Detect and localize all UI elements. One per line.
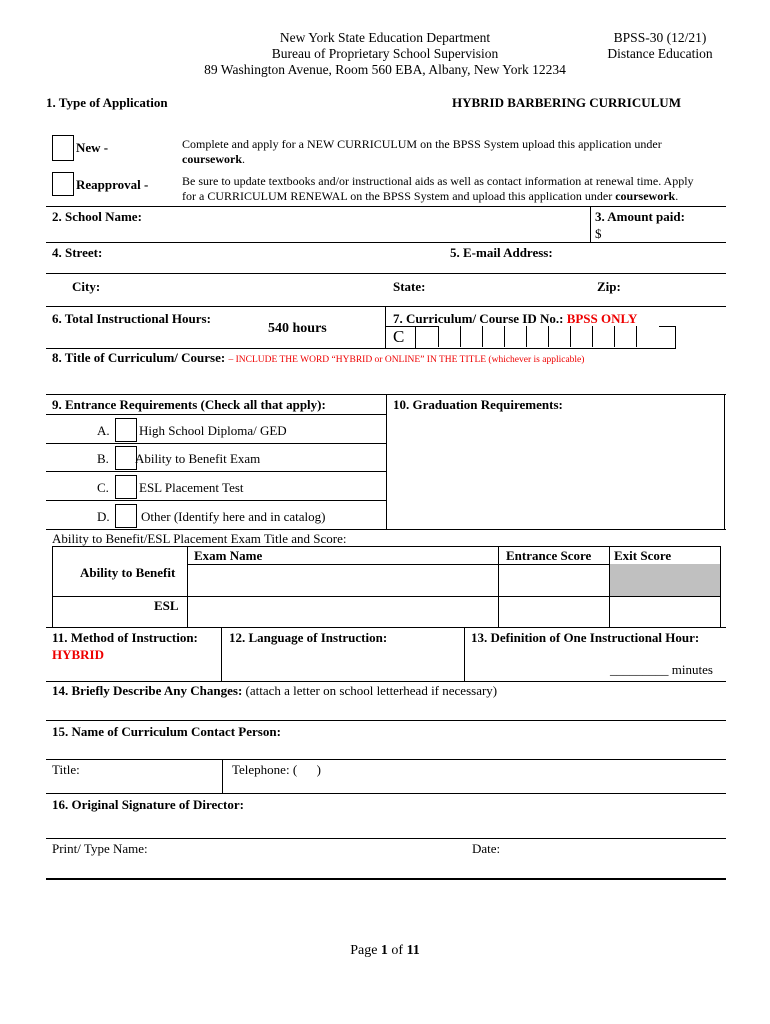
entrance-letter-b: B. [97,451,109,466]
new-desc-coursework: coursework [182,152,242,166]
entrance-checkbox-d[interactable] [115,504,137,528]
language-label: 12. Language of Instruction: [229,630,388,645]
hour-definition-label: 13. Definition of One Instructional Hour: [471,630,700,645]
method-value: HYBRID [52,647,105,662]
entrance-checkbox-c[interactable] [115,475,137,499]
entrance-text-d: Other (Identify here and in catalog) [141,509,326,524]
signature-field[interactable] [260,796,720,836]
reapproval-desc-line-2 [182,189,742,204]
course-id-box-8[interactable] [592,326,615,347]
contact-phone-field[interactable] [340,761,720,791]
exam-caption: Ability to Benefit/ESL Placement Exam Title and Score: [52,531,347,546]
header-form-info [600,30,720,62]
reapproval-checkbox[interactable] [52,172,74,196]
course-id-box-7[interactable] [570,326,593,347]
street-label: 4. Street: [52,245,103,260]
changes-note: (attach a letter on school letterhead if necessary) [242,683,498,698]
email-label: 5. E-mail Address: [450,245,553,260]
reapproval-description [182,174,742,204]
total-hours-value: 540 hours [268,321,327,336]
header-agency [190,30,580,78]
graduation-req-label: 10. Graduation Requirements: [393,397,563,412]
course-id-note: BPSS ONLY [566,311,638,326]
new-description [182,137,742,167]
section-1-label: 1. Type of Application [46,95,168,110]
page-mid: of [387,943,407,958]
page-number [0,943,770,959]
new-desc-line-1: Complete and apply for a NEW CURRICULUM on the BPSS System upload this application under [182,137,662,151]
exam-row-esl-label: ESL [154,598,179,613]
reapproval-label: Reapproval - [76,177,149,192]
reapproval-desc-coursework: coursework [615,189,676,203]
entrance-letter-a: A. [97,423,110,438]
course-id-box-2[interactable] [460,326,483,347]
amount-currency: $ [595,226,602,241]
curriculum-title-note: – INCLUDE THE WORD “HYBRID or ONLINE” IN THE TITLE (whichever is applicable) [228,355,585,365]
course-id-box-10[interactable] [636,326,659,347]
reapproval-desc-text: for a CURRICULUM RENEWAL on the BPSS System and upload this application under [182,189,616,203]
school-name-field[interactable] [170,208,585,238]
header-line-2: Bureau of Proprietary School Supervision [271,46,499,61]
new-checkbox[interactable] [52,135,74,161]
page-prefix: Page [350,943,381,958]
course-id-prefix: C [393,327,405,346]
entrance-text-c: ESL Placement Test [139,480,244,495]
header-line-1: New York State Education Department [279,30,491,45]
amount-paid-label: 3. Amount paid: [595,209,685,224]
hour-definition-minutes[interactable]: _________ minutes [610,662,713,677]
exam-exit-shaded [610,564,720,596]
school-name-label: 2. School Name: [52,209,142,224]
contact-title-label: Title: [52,762,80,777]
reapproval-desc-line-1: Be sure to update textbooks and/or instructional aids as well as contact information at renewal time. Apply [182,174,694,188]
city-label: City: [72,279,101,294]
print-name-label: Print/ Type Name: [52,841,148,856]
exam-atb-name-field[interactable] [190,566,496,594]
course-id-box-6[interactable] [548,326,571,347]
new-label: New - [76,140,109,155]
course-id-box-1[interactable] [438,326,461,347]
print-name-field[interactable] [160,840,460,874]
zip-label: Zip: [597,279,621,294]
page-total: 11 [406,943,420,958]
contact-phone-label: Telephone: ( ) [232,762,321,777]
page-current: 1 [380,943,388,958]
exam-esl-exit-field[interactable] [612,598,718,625]
graduation-req-field[interactable] [390,414,720,526]
language-field[interactable] [229,648,457,676]
contact-title-field[interactable] [85,761,215,791]
course-id-box-3[interactable] [482,326,505,347]
entrance-letter-d: D. [97,509,110,524]
changes-field[interactable] [52,700,722,718]
reapproval-desc-end: . [675,189,679,203]
contact-person-label: 15. Name of Curriculum Contact Person: [52,724,281,739]
exam-col-entrance: Entrance Score [506,548,592,563]
total-hours-label: 6. Total Instructional Hours: [52,311,211,326]
curriculum-title-label: 8. Title of Curriculum/ Course: [52,350,229,365]
amount-paid-field[interactable] [608,225,718,241]
state-label: State: [393,279,426,294]
signature-label: 16. Original Signature of Director: [52,797,244,812]
course-id-box-5[interactable] [526,326,549,347]
entrance-checkbox-a[interactable] [115,418,137,442]
exam-atb-entrance-field[interactable] [502,566,606,594]
date-label: Date: [472,841,501,856]
form-type: Distance Education [607,46,713,61]
course-id-label [393,311,637,327]
method-label: 11. Method of Instruction: [52,630,198,645]
changes-label: 14. Briefly Describe Any Changes: [52,683,243,698]
changes-row [52,683,497,699]
entrance-req-label: 9. Entrance Requirements (Check all that apply): [52,397,326,412]
entrance-text-a: High School Diploma/ GED [139,423,287,438]
curriculum-title-field[interactable] [52,368,722,392]
entrance-checkbox-b[interactable] [115,446,137,470]
course-id-box-4[interactable] [504,326,527,347]
curriculum-title-row [52,350,584,366]
course-id-label-text: 7. Curriculum/ Course ID No.: [393,311,567,326]
zip-field[interactable] [625,277,720,301]
new-desc-line-2 [182,152,742,167]
exam-col-name: Exam Name [194,548,263,563]
state-field[interactable] [435,277,585,301]
entrance-text-b: Ability to Benefit Exam [135,451,261,466]
email-field[interactable] [565,244,720,270]
city-field[interactable] [110,277,385,301]
exam-col-exit: Exit Score [614,548,672,563]
curriculum-title: HYBRID BARBERING CURRICULUM [452,95,681,110]
exam-esl-entrance-field[interactable] [502,598,606,625]
exam-esl-name-field[interactable] [190,598,496,625]
exam-row-atb-label: Ability to Benefit [80,565,176,580]
contact-person-field[interactable] [300,722,720,756]
entrance-letter-c: C. [97,480,109,495]
header-line-3: 89 Washington Avenue, Room 560 EBA, Albany, New York 12234 [204,62,566,77]
date-field[interactable] [505,840,720,874]
course-id-box-9[interactable] [614,326,637,347]
new-desc-end: . [242,152,245,166]
form-id: BPSS-30 (12/21) [613,30,707,45]
street-field[interactable] [120,244,440,270]
